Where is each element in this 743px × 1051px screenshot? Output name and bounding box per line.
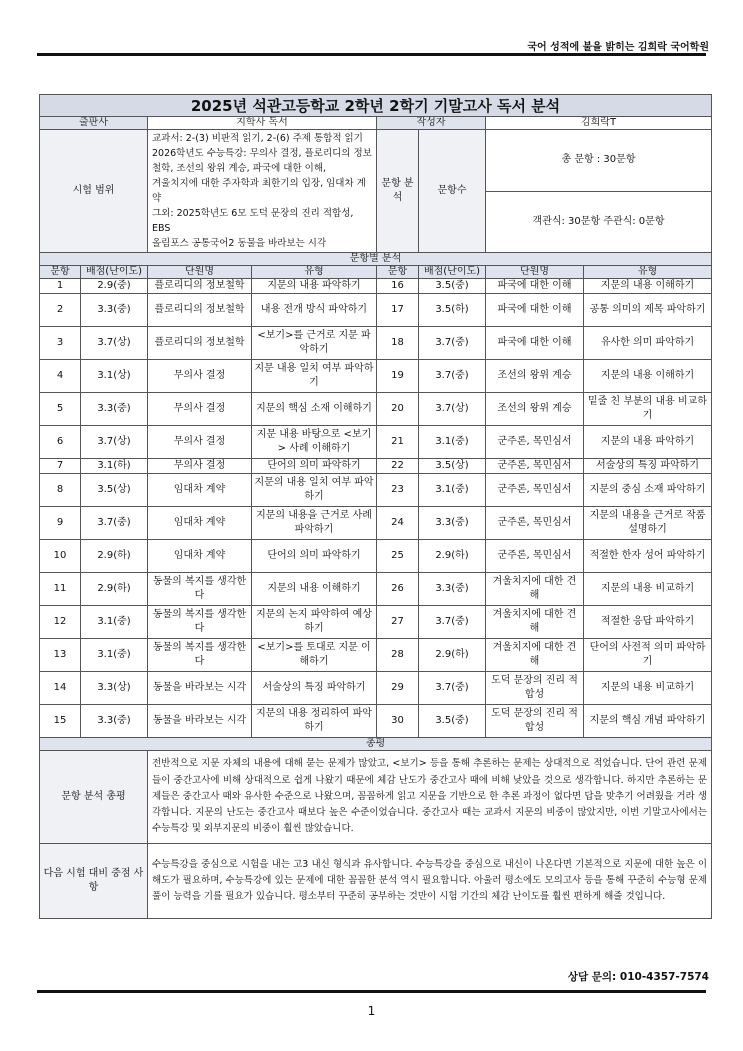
item-type: 서술상의 특징 파악하기: [584, 459, 712, 474]
item-unit: 군주론, 목민심서: [486, 426, 584, 459]
item-score: 3.1(중): [81, 639, 148, 672]
item-score: 3.5(중): [419, 705, 486, 738]
item-unit: 군주론, 목민심서: [486, 540, 584, 573]
review-text: 전반적으로 지문 자체의 내용에 대해 묻는 문제가 많았고, <보기> 등을 통해 추론하는 문제는 상대적으로 적었습니다. 단어 관련 문제들이 중간고사에 비해 상대적으로 쉽게 나왔기 때문에 체감 난도가 중간고사 때에 비해 낮았을 것으로 생각합니다. 하지만 추론하는 문제들은 중간고사 때와 유사한 수준으로 나왔으며, 꼼꼼하게 읽고 지문을 기반으로 한 추론 과정이 없다면 답을 맞추기 어려웠을 거라 생각합니다. 지문의 난도는 중간고사 때보다 높은 수준이었습니다. 중간고사 때는 교과서 지문의 비중이 많았지만, 이번 기말고사에서는 수능특강 및 외부지문의 비중이 훨씬 많았습니다.: [148, 751, 712, 844]
item-type: 지문의 논지 파악하여 예상하기: [252, 606, 377, 639]
scope-text: [148, 130, 377, 253]
item-num: 12: [40, 606, 81, 639]
item-num: 23: [377, 474, 419, 507]
item-type: 단어의 의미 파악하기: [252, 540, 377, 573]
scope-line: 겨울치지에 대한 주자학과 최한기의 입장, 임대차 계약: [152, 178, 366, 204]
scope-line: 교과서: 2-(3) 비판적 읽기, 2-(6) 주제 통합적 읽기: [152, 133, 363, 144]
item-type: 지문의 중심 소재 파악하기: [584, 474, 712, 507]
item-unit: 도덕 문장의 진리 적합성: [486, 672, 584, 705]
item-num: 13: [40, 639, 81, 672]
item-num: 27: [377, 606, 419, 639]
item-row: [40, 360, 712, 393]
item-score: 3.7(상): [419, 393, 486, 426]
author-value: 김희락T: [486, 117, 712, 130]
analysis-label: 문항 분석: [377, 130, 419, 253]
item-num: 15: [40, 705, 81, 738]
item-type: 단어의 사전적 의미 파악하기: [584, 639, 712, 672]
item-num: 9: [40, 507, 81, 540]
item-score: 3.1(상): [81, 360, 148, 393]
item-unit: 도덕 문장의 진리 적합성: [486, 705, 584, 738]
header-tagline: 국어 성적에 불을 밝히는 김희락 국어학원: [527, 42, 709, 53]
col-score: 배점(난이도): [81, 266, 148, 279]
items-section-label: 문항별 분석: [40, 253, 712, 266]
item-num: 7: [40, 459, 81, 474]
item-row: [40, 573, 712, 606]
col-type: 유형: [584, 266, 712, 279]
item-score: 3.7(중): [419, 606, 486, 639]
item-type: 지문 내용 바탕으로 <보기> 사례 이해하기: [252, 426, 377, 459]
item-score: 3.3(중): [81, 294, 148, 327]
item-score: 3.5(상): [81, 474, 148, 507]
scope-line: 2026학년도 수능특강: 무의사 결정, 플로리디의 정보: [152, 148, 372, 159]
item-row: [40, 507, 712, 540]
author-label: 작성자: [377, 117, 486, 130]
item-type: 지문의 내용 일치 여부 파악하기: [252, 474, 377, 507]
item-unit: 조선의 왕위 계승: [486, 393, 584, 426]
item-unit: 임대차 계약: [148, 474, 252, 507]
item-type: 밑줄 친 부분의 내용 비교하기: [584, 393, 712, 426]
item-unit: 파국에 대한 이해: [486, 279, 584, 294]
item-unit: 겨울치지에 대한 견해: [486, 639, 584, 672]
item-unit: 파국에 대한 이해: [486, 327, 584, 360]
item-row: [40, 540, 712, 573]
item-score: 3.1(중): [419, 474, 486, 507]
item-type: 유사한 의미 파악하기: [584, 327, 712, 360]
publisher-value: 지학사 독서: [148, 117, 377, 130]
page-number: 1: [367, 1004, 376, 1018]
item-type: 적절한 한자 성어 파악하기: [584, 540, 712, 573]
analysis-sheet: [39, 94, 711, 919]
item-row: [40, 327, 712, 360]
item-type: 지문의 핵심 개념 파악하기: [584, 705, 712, 738]
item-num: 3: [40, 327, 81, 360]
item-num: 19: [377, 360, 419, 393]
scope-line: 철학, 조선의 왕위 계승, 파국에 대한 이해,: [152, 163, 327, 174]
col-num: 문항: [40, 266, 81, 279]
item-row: [40, 279, 712, 294]
item-unit: 무의사 결정: [148, 360, 252, 393]
item-num: 16: [377, 279, 419, 294]
item-type: 공통 의미의 제목 파악하기: [584, 294, 712, 327]
item-score: 2.9(하): [81, 540, 148, 573]
item-type: <보기>를 토대로 지문 이해하기: [252, 639, 377, 672]
publisher-label: 출판사: [40, 117, 148, 130]
total-count: 총 문항 : 30문항: [486, 130, 712, 192]
item-unit: 파국에 대한 이해: [486, 294, 584, 327]
item-num: 29: [377, 672, 419, 705]
col-unit: 단원명: [148, 266, 252, 279]
item-num: 17: [377, 294, 419, 327]
analysis-table: [39, 94, 712, 919]
item-type: 지문의 내용 이해하기: [584, 360, 712, 393]
item-type: 지문 내용 일치 여부 파악하기: [252, 360, 377, 393]
item-unit: 임대차 계약: [148, 507, 252, 540]
item-score: 2.9(중): [81, 279, 148, 294]
item-unit: 동물의 복지를 생각한다: [148, 639, 252, 672]
item-score: 3.5(중): [419, 279, 486, 294]
item-unit: 군주론, 목민심서: [486, 507, 584, 540]
item-type: 지문의 내용 이해하기: [252, 573, 377, 606]
item-score: 3.7(중): [81, 507, 148, 540]
item-unit: 플로리디의 정보철학: [148, 279, 252, 294]
item-num: 28: [377, 639, 419, 672]
item-unit: 동물을 바라보는 시각: [148, 672, 252, 705]
col-unit: 단원명: [486, 266, 584, 279]
col-num: 문항: [377, 266, 419, 279]
item-row: [40, 426, 712, 459]
item-row: [40, 393, 712, 426]
item-type: 지문의 내용 정리하여 파악하기: [252, 705, 377, 738]
col-type: 유형: [252, 266, 377, 279]
item-unit: 겨울치지에 대한 견해: [486, 606, 584, 639]
item-type: 지문의 내용을 근거로 작품 설명하기: [584, 507, 712, 540]
item-num: 14: [40, 672, 81, 705]
item-score: 2.9(하): [81, 573, 148, 606]
item-type: 적절한 응답 파악하기: [584, 606, 712, 639]
item-type: 서술상의 특징 파악하기: [252, 672, 377, 705]
item-unit: 무의사 결정: [148, 426, 252, 459]
item-unit: 동물의 복지를 생각한다: [148, 573, 252, 606]
item-num: 25: [377, 540, 419, 573]
item-score: 3.5(상): [419, 459, 486, 474]
top-rule: [37, 53, 706, 56]
item-num: 4: [40, 360, 81, 393]
item-type: 지문의 내용 파악하기: [584, 426, 712, 459]
item-score: 3.1(중): [81, 606, 148, 639]
item-num: 11: [40, 573, 81, 606]
item-num: 24: [377, 507, 419, 540]
item-row: [40, 459, 712, 474]
count-label: 문항수: [419, 130, 486, 253]
bottom-rule: [37, 990, 706, 993]
next-text: 수능특강을 중심으로 시험을 내는 고3 내신 형식과 유사합니다. 수능특강을 중심으로 내신이 나온다면 기본적으로 지문에 대한 높은 이해도가 필요하며, 수능특강에 있는 문제에 대한 꼼꼼한 분석 역시 필요합니다. 아울러 평소에도 모의고사 등을 통해 꾸준히 수능형 문제 풀이 능력을 기를 필요가 있습니다. 평소부터 꾸준히 공부하는 것만이 시험 기간의 체감 난이도를 훨씬 편하게 해줄 것입니다.: [148, 844, 712, 919]
item-num: 2: [40, 294, 81, 327]
item-num: 8: [40, 474, 81, 507]
document-title: 2025년 석관고등학교 2학년 2학기 기말고사 독서 분석: [40, 95, 712, 117]
item-row: [40, 606, 712, 639]
item-row: [40, 672, 712, 705]
item-unit: 플로리디의 정보철학: [148, 327, 252, 360]
item-unit: 군주론, 목민심서: [486, 474, 584, 507]
item-score: 3.5(하): [419, 294, 486, 327]
item-num: 20: [377, 393, 419, 426]
review-label: 문항 분석 총평: [40, 751, 148, 844]
item-row: [40, 705, 712, 738]
item-num: 6: [40, 426, 81, 459]
item-type: 지문의 내용 비교하기: [584, 573, 712, 606]
item-num: 10: [40, 540, 81, 573]
item-score: 3.7(상): [81, 426, 148, 459]
item-num: 22: [377, 459, 419, 474]
item-num: 26: [377, 573, 419, 606]
item-num: 1: [40, 279, 81, 294]
item-type: 지문의 내용을 근거로 사례 파악하기: [252, 507, 377, 540]
item-score: 3.3(중): [81, 393, 148, 426]
item-unit: 조선의 왕위 계승: [486, 360, 584, 393]
scope-label: 시험 범위: [40, 130, 148, 253]
item-score: 3.3(중): [81, 705, 148, 738]
item-score: 3.3(상): [81, 672, 148, 705]
item-unit: 무의사 결정: [148, 393, 252, 426]
item-unit: 임대차 계약: [148, 540, 252, 573]
item-num: 30: [377, 705, 419, 738]
item-type: 단어의 의미 파악하기: [252, 459, 377, 474]
item-type: <보기>를 근거로 지문 파악하기: [252, 327, 377, 360]
item-score: 3.1(하): [81, 459, 148, 474]
next-label: 다음 시험 대비 중점 사항: [40, 844, 148, 919]
item-num: 18: [377, 327, 419, 360]
item-unit: 플로리디의 정보철학: [148, 294, 252, 327]
scope-line: 올림포스 공통국어2 동물을 바라보는 시각: [152, 238, 327, 249]
item-unit: 동물을 바라보는 시각: [148, 705, 252, 738]
item-unit: 무의사 결정: [148, 459, 252, 474]
item-unit: 동물의 복지를 생각한다: [148, 606, 252, 639]
item-score: 3.7(중): [419, 360, 486, 393]
col-score: 배점(난이도): [419, 266, 486, 279]
item-score: 3.3(중): [419, 573, 486, 606]
item-row: [40, 639, 712, 672]
item-score: 3.3(중): [419, 507, 486, 540]
contact-info: 상담 문의: 010-4357-7574: [567, 971, 709, 983]
item-type: 지문의 핵심 소재 이해하기: [252, 393, 377, 426]
item-num: 21: [377, 426, 419, 459]
item-score: 2.9(하): [419, 639, 486, 672]
item-unit: 군주론, 목민심서: [486, 459, 584, 474]
item-score: 3.7(중): [419, 672, 486, 705]
item-score: 3.7(중): [419, 327, 486, 360]
item-row: [40, 474, 712, 507]
item-type: 지문의 내용 파악하기: [252, 279, 377, 294]
item-row: [40, 294, 712, 327]
item-score: 3.7(상): [81, 327, 148, 360]
review-section-label: 총평: [40, 738, 712, 751]
item-unit: 겨울치지에 대한 견해: [486, 573, 584, 606]
item-score: 2.9(하): [419, 540, 486, 573]
item-type: 지문의 내용 비교하기: [584, 672, 712, 705]
item-type: 내용 전개 방식 파악하기: [252, 294, 377, 327]
type-count: 객관식: 30문항 주관식: 0문항: [486, 191, 712, 253]
item-num: 5: [40, 393, 81, 426]
item-score: 3.1(중): [419, 426, 486, 459]
item-type: 지문의 내용 이해하기: [584, 279, 712, 294]
scope-line: 그외: 2025학년도 6모 도덕 문장의 진리 적합성, EBS: [152, 208, 354, 234]
